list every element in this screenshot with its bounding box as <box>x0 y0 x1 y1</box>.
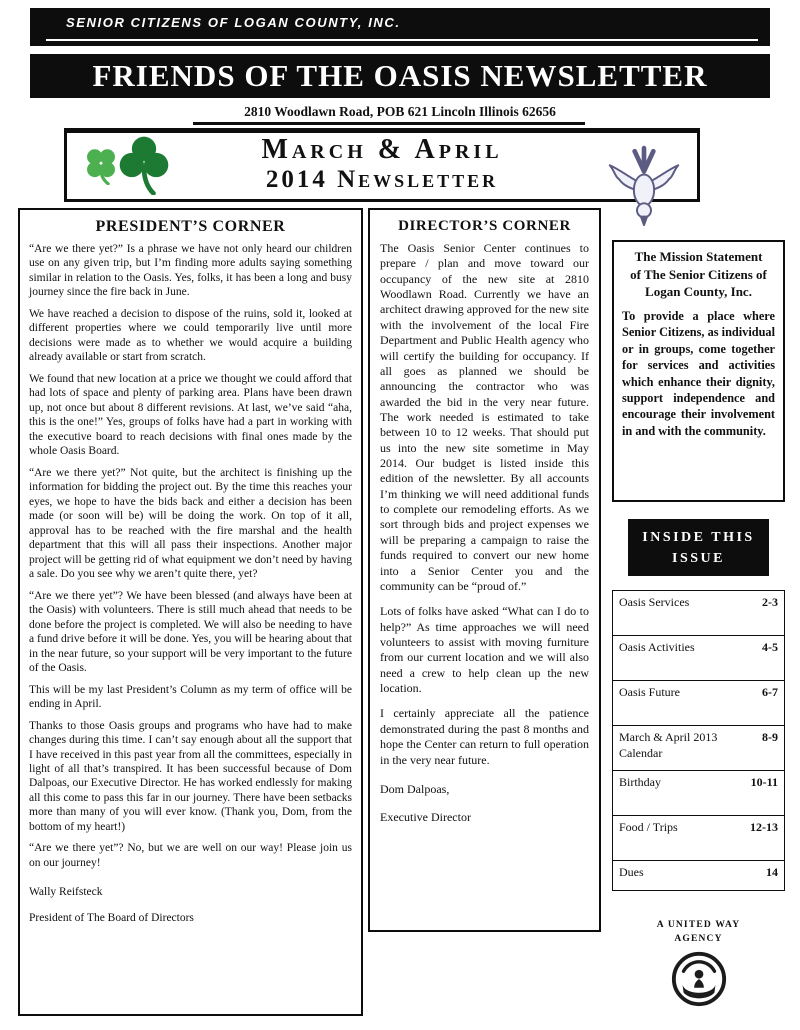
inside-this-issue-header: INSIDE THIS ISSUE <box>628 519 769 576</box>
united-way-label-line2: AGENCY <box>674 934 723 945</box>
issue-year-line: 2014 Newsletter <box>265 165 499 193</box>
president-signature-name: Wally Reifsteck <box>29 886 103 899</box>
issue-month-line: March & April <box>261 134 503 165</box>
toc-row <box>612 680 785 726</box>
mission-heading-line: Logan County, Inc. <box>645 284 752 300</box>
presidents-corner-body <box>29 242 352 870</box>
mission-heading-line: of The Senior Citizens of <box>630 266 767 282</box>
toc-row <box>612 590 785 636</box>
paragraph: “Are we there yet”? We have been blessed (and always have been at the Oasis) with volunteers. There is still much ahead that needs to be done before the project is completed. We will also be needing to have a fund drive before it will be done. Yes, you will be hearing about that in the near future, so your support will be very important to the future of the Oasis. <box>29 589 352 675</box>
address-rule <box>193 122 585 125</box>
presidents-corner-title: PRESIDENT’S CORNER <box>95 218 286 235</box>
united-way-block <box>612 918 785 1013</box>
org-name: SENIOR CITIZENS OF LOGAN COUNTY, INC. <box>66 15 401 30</box>
mission-statement-panel <box>612 240 785 502</box>
paragraph: The Oasis Senior Center continues to prepare / plan and move toward our occupancy of the new site at 2810 Woodlawn Road. Currently we have an architect drawing approved for the new site with the involvement of the local Fire Department and Public Health agency who will certify the building for occupancy. If all goes as planned we should be announcing the contractor who was awarded the bid in the very near future. The work needed is estimated to take between 10 to 12 weeks. That should put us into the new site sometime in May 2014. Our budget is listed inside this edition of the newsletter. By all accounts I’m thinking we will need additional funds to complete our remodeling efforts. As we sort through bids and project expenses we will be preparing a campaign to raise the funds required to convert our new home into a Senior Center you and the community can be “proud of.” <box>380 241 589 593</box>
toc-pages: 12-13 <box>750 820 778 834</box>
toc-pages: 10-11 <box>750 775 778 789</box>
toc-label: Food / Trips <box>619 820 678 834</box>
toc-label: Oasis Activities <box>619 640 695 654</box>
united-way-label-line1: A UNITED WAY <box>656 920 741 930</box>
paragraph: “Are we there yet”? No, but we are well on our way! Please join us on our journey! <box>29 842 352 869</box>
toc-pages: 4-5 <box>762 640 778 654</box>
director-signature-title: Executive Director <box>380 809 471 824</box>
toc-row <box>612 770 785 816</box>
newsletter-title: FRIENDS OF THE OASIS NEWSLETTER <box>92 58 708 93</box>
director-signature-name: Dom Dalpoas, <box>380 781 450 796</box>
address-line: 2810 Woodlawn Road, POB 621 Lincoln Illinois 62656 <box>244 104 556 119</box>
president-signature-title: President of The Board of Directors <box>29 912 194 925</box>
newsletter-title-band <box>30 54 770 98</box>
directors-corner-title: DIRECTOR’S CORNER <box>398 218 571 234</box>
toc-row <box>612 815 785 861</box>
toc-label: Oasis Services <box>619 595 690 609</box>
directors-corner-panel <box>368 208 601 932</box>
toc-row <box>612 725 785 771</box>
toc-label: Dues <box>619 865 644 879</box>
paragraph: “Are we there yet?” Is a phrase we have not only heard our children use on any given trip, but I’m finding more adults saying something similar in relation to the Oasis. Yes, folks, it has been a long and busy journey since the fire back in June. <box>29 243 352 299</box>
toc-label: Birthday <box>619 775 661 789</box>
paragraph: Thanks to those Oasis groups and programs who have had to make changes during this time. I can’t say enough about all the support that I have received in this past year from all the committees, especially in light of all that’s transpired. It has been successful because of Dom Dalpoas, our Executive Director. He has worked endlessly for making all this come to pass this far in our journey. There have been setbacks more than many of you will ever know. (Thank you, Dom, from the bottom of my heart!) <box>29 719 352 833</box>
toc-pages: 2-3 <box>762 595 778 609</box>
united-way-logo-icon <box>612 950 785 1013</box>
org-banner <box>30 8 770 46</box>
dove-icon <box>605 145 683 229</box>
paragraph: We have reached a decision to dispose of the ruins, sold it, looked at different properties where we could temporarily live until more decisions were made as to whether we would acquire a building already available or start from scratch. <box>29 307 352 364</box>
paragraph: This will be my last President’s Column as my term of office will be ending in April. <box>29 683 352 711</box>
presidents-corner-panel <box>18 208 363 1016</box>
toc-pages: 14 <box>766 865 778 879</box>
paragraph: We found that new location at a price we thought we could afford that had lots of space and plenty of parking area. Plans have been drawn up, not once but about 8 different revisions. At last, we’ve said “aha, this is the one!” Yes, groups of folks have had a part in working with the executive board to reach decisions with final ones made by the whole Oasis Board. <box>29 372 352 458</box>
table-of-contents <box>612 590 785 891</box>
toc-pages: 6-7 <box>762 685 778 699</box>
mission-heading-line: The Mission Statement <box>634 249 763 264</box>
issue-box <box>64 128 700 202</box>
paragraph: Lots of folks have asked “What can I do to help?” As time approaches we will need volunteers to assist with moving furniture from our current location and we will also need a crew to help clean up the new location. <box>380 604 589 696</box>
toc-label: Oasis Future <box>619 685 680 699</box>
toc-row <box>612 860 785 891</box>
toc-pages: 8-9 <box>762 730 778 744</box>
toc-label: March & April 2013 Calendar <box>619 730 718 760</box>
directors-corner-body <box>380 241 589 768</box>
mission-body: To provide a place where Senior Citizens, as individual or in groups, come together for services and activities which enhance their dignity, support independence and encourage their involvement in and with the community. <box>622 308 775 438</box>
paragraph: “Are we there yet?” Not quite, but the architect is finishing up the information for bidding the project out. By the time this reaches your eyes, we hope to have the bids back and either a decision has been made (or soon will be) will be doing the work. On top of it all, approval has to be reached with the fire marshal and the health department that this will all pass their inspections. Another major project will be getting rid of what equipment we don’t need by having a sale. Do you see why we aren’t quite there, yet? <box>29 466 352 581</box>
paragraph: I certainly appreciate all the patience demonstrated during the past 8 months and hope the Center can return to full operation in the very near future. <box>380 706 589 767</box>
org-banner-underline <box>46 39 758 41</box>
issue-title <box>67 135 697 193</box>
toc-row <box>612 635 785 681</box>
